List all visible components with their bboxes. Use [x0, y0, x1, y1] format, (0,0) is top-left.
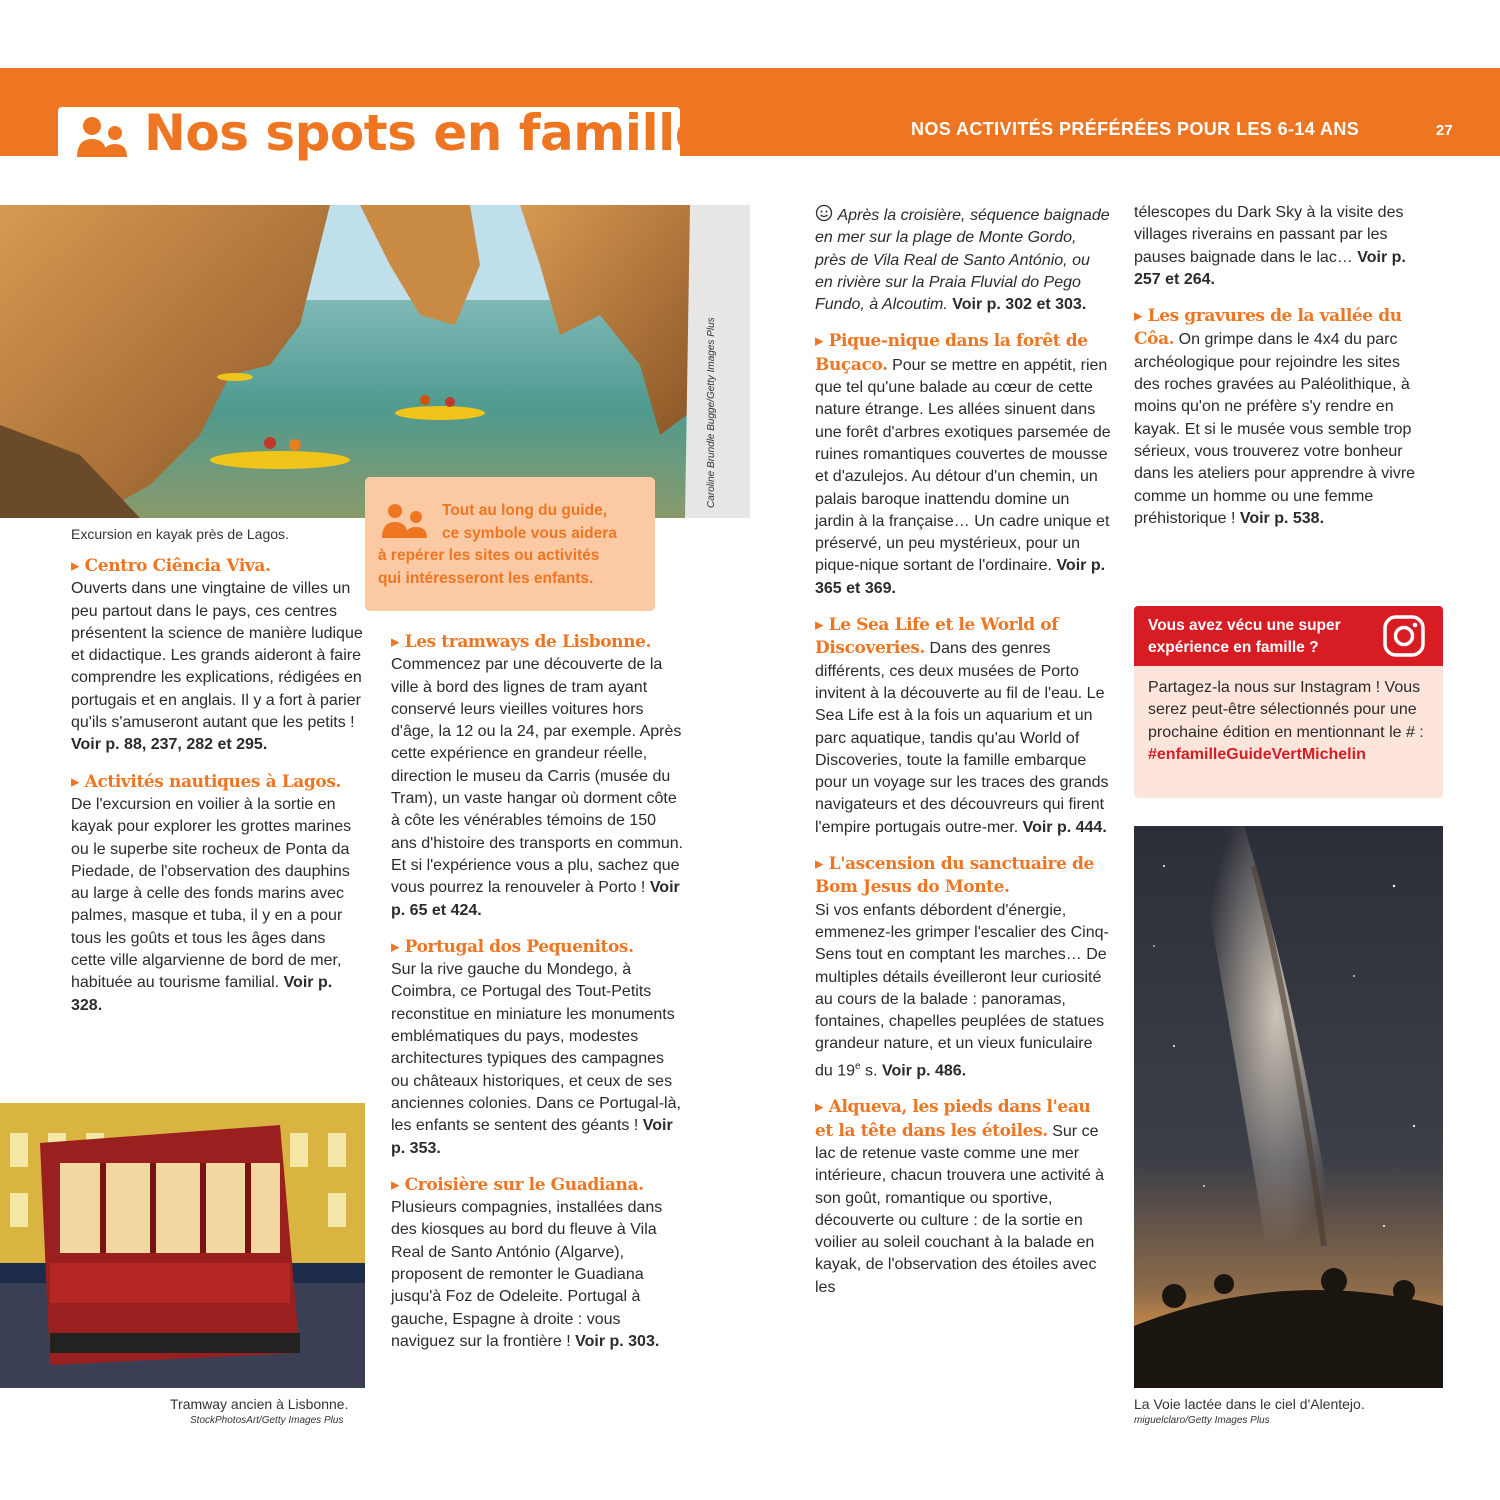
instagram-text: Partagez-la nous sur Instagram ! Vous serez peut-être sélectionnés pour une prochaine édition en mentionnant le # : [1148, 679, 1424, 741]
entry-centro [71, 555, 363, 757]
family-icon [76, 115, 132, 159]
kayak-photo [0, 205, 750, 518]
entry-alqueva [815, 1096, 1111, 1299]
tram-photo-caption: Tramway ancien à Lisbonne. [170, 1396, 349, 1412]
entry-title: ▸ Le Sea Life et le World of Discoveries. [815, 615, 1059, 659]
entry-title: ▸ Portugal dos Pequenitos. [391, 936, 634, 957]
callout-line: Tout au long du guide, [442, 502, 608, 519]
milky-way-photo [1134, 826, 1443, 1388]
instagram-box [1134, 606, 1443, 798]
entry-text: Ouverts dans une vingtaine de villes un peu partout dans le pays, ces centres présentent la science de manière ludique et didactique. Les grands aideront à faire comprendre les explications, rédigées en portugais et en anglais. Il y a fort à parier qu'ils s'amuseront autant que les petits ! [71, 580, 363, 732]
instagram-body [1148, 677, 1438, 766]
column-1 [71, 555, 363, 1031]
page-reference: Voir p. 303. [575, 1332, 660, 1350]
entry-text: Si vos enfants débordent d'énergie, emmenez-les grimper l'escalier des Cinq-Sens tout en comptant les marches… De multiples détails éveilleront leur curiosité au cours de la balade : panoramas, fontaines, chapelles peuplées de statues grandeur nature, et un vieux funiculaire du 19 [815, 901, 1109, 1080]
instagram-icon[interactable] [1382, 614, 1426, 658]
entry-text: télescopes du Dark Sky à la visite des villages riverains en passant par les pauses baignade dans le lac… [1134, 204, 1404, 266]
entry-alqueva-cont [1134, 202, 1424, 291]
page-reference: Voir p. 257 et 264. [1134, 248, 1406, 288]
entry-title: ▸ Alqueva, les pieds dans l'eau et la tête dans les étoiles. [815, 1097, 1091, 1141]
entry-text: Après la croisière, séquence baignade en mer sur la plage de Monte Gordo, près de Vila Real de Santo António, ou en rivière sur la Praia Fluvial do Pego Fundo, à Alcoutim. [815, 207, 1110, 314]
entry-title: ▸ Pique-nique dans la forêt de Buçaco. [815, 331, 1088, 375]
page-reference: Voir p. 444. [1022, 818, 1107, 836]
page-reference: Voir p. 365 et 369. [815, 557, 1106, 597]
callout-line: à repérer les sites ou activités [378, 547, 600, 564]
entry-text: Dans des genres différents, ces deux musées de Porto invitent à la découverte au fil de l'eau. Le Sea Life est à la fois un aquarium et un parc aquatique, tandis qu'au World of Discoveries, toute la famille embarque pour un voyage sur les traces des grands navigateurs et des découvreurs qui firent l'empire portugais outre-mer. [815, 640, 1109, 836]
kayak-photo-credit: Caroline Brundle Bugge/Getty Images Plus [706, 317, 717, 508]
entry-text: Plusieurs compagnies, installées dans des kiosques au bord du fleuve à Vila Real de Santo António (Algarve), proposent de remonter le Guadiana jusqu'à Foz de Odeleite. Portugal à gauche, Espagne à droite : vous naviguez sur la frontière ! [391, 1199, 663, 1350]
entry-text: De l'excursion en voilier à la sortie en kayak pour explorer les grottes marines ou le superbe site rocheux de Ponta da Piedade, de l'observation des dauphins au large à celle des fonds marins avec palmes, masque et tuba, il y en a pour tous les goûts et tous les âges dans cette ville algarvienne de bord de mer, habituée au tourisme familial. [71, 795, 352, 992]
kayak-photo-caption: Excursion en kayak près de Lagos. [71, 526, 289, 542]
column-4 [1134, 202, 1424, 544]
entry-sealife [815, 614, 1111, 839]
entry-text: Sur la rive gauche du Mondego, à Coimbra, ce Portugal des Tout-Petits reconstitue en miniature les monuments emblématiques du pays, modestes architectures typiques des campagnes ou châteaux historiques, et ceux de ses anciennes colonies. Dans ce Portugal-là, les enfants se sentent des géants ! [391, 961, 681, 1135]
entry-bucaco [815, 330, 1111, 600]
entry-title: ▸ Les tramways de Lisbonne. [391, 632, 652, 652]
entry-pequenitos [391, 936, 685, 1160]
milky-way-credit: miguelclaro/Getty Images Plus [1134, 1415, 1270, 1426]
entry-title: ▸ Les gravures de la vallée du Côa. [1134, 306, 1402, 350]
instagram-title: Vous avez vécu une super expérience en famille ? [1148, 617, 1341, 656]
page-reference: Voir p. 486. [881, 1062, 967, 1080]
entry-tramways [391, 631, 685, 922]
tram-photo [0, 1103, 365, 1388]
page-reference: Voir p. 88, 237, 282 et 295. [71, 736, 268, 754]
column-2 [391, 631, 685, 1367]
page-reference: Voir p. 302 et 303. [952, 296, 1087, 314]
page-number: 27 [1436, 122, 1453, 139]
column-3 [815, 204, 1111, 1313]
callout-text [378, 500, 646, 590]
entry-superscript: e [855, 1060, 861, 1072]
callout-line: ce symbole vous aidera [442, 524, 617, 542]
instagram-hashtag[interactable]: #enfamilleGuideVertMichelin [1148, 745, 1366, 763]
entry-text: Sur ce lac de retenue vaste comme une mer intérieure, chacun trouvera une activité à son goût, romantique ou sportive, découverte ou culture : de la sortie en voilier au soleil couchant à la balade en kayak, de l'observation des étoiles avec les [815, 1122, 1105, 1296]
smiley-icon [815, 204, 833, 222]
entry-text: s. [860, 1062, 878, 1080]
entry-bomjesus [815, 853, 1111, 1082]
callout-line: qui intéresseront les enfants. [378, 569, 594, 587]
entry-text: On grimpe dans le 4x4 du parc archéologique pour rejoindre les sites des roches gravées au Paléolithique, à moins qu'on ne préfère s'y rendre en kayak. Et si le musée vous semble trop sérieux, vous trouverez votre bonheur dans les ateliers pour apprendre à vivre comme un homme ou une femme préhistorique ! [1134, 331, 1416, 527]
page-reference: Voir p. 65 et 424. [391, 879, 680, 919]
entry-guadiana-cont [815, 204, 1111, 316]
tram-photo-credit: StockPhotosArt/Getty Images Plus [190, 1415, 344, 1426]
page-reference: Voir p. 328. [71, 974, 333, 1014]
milky-way-caption: La Voie lactée dans le ciel d'Alentejo. [1134, 1396, 1365, 1412]
entry-guadiana [391, 1174, 685, 1353]
entry-text: Commencez par une découverte de la ville à bord des lignes de tram ayant conservé leurs vieilles voitures hors d'âge, la 12 ou la 24, par exemple. Après cette expérience en grandeur réelle, direction le museu da Carris (musée du Tram), un vaste hangar où dorment côte à côte les vénérables témoins de 150 ans d'histoire des transports en commun. Et si l'expérience vous a plu, sachez que vous pourrez la renouveler à Porto ! [391, 656, 684, 897]
entry-title: ▸ L'ascension du sanctuaire de Bom Jesus do Monte. [815, 854, 1094, 898]
entry-coa [1134, 305, 1424, 530]
page-title: Nos spots en famille [144, 104, 709, 162]
page-reference: Voir p. 353. [391, 1117, 673, 1157]
section-subtitle: NOS ACTIVITÉS PRÉFÉRÉES POUR LES 6-14 ANS [911, 119, 1360, 139]
entry-nautiques [71, 771, 363, 1017]
page-reference: Voir p. 538. [1239, 509, 1325, 527]
entry-title: ▸ Centro Ciência Viva. [71, 556, 271, 576]
entry-text: Pour se mettre en appétit, rien que tel qu'une balade au cœur de cette nature étrange. Les allées sinuent dans une forêt d'arbres exotiques parsemée de ruines romantiques couvertes de mousse et d'azulejos. Au détour d'un chemin, un palais baroque inattendu domine un jardin à la française… Un cadre unique et préservé, un peu mystérieux, pour un pique-nique sortant de l'ordinaire. [815, 356, 1111, 575]
entry-title: ▸ Croisière sur le Guadiana. [391, 1174, 644, 1195]
entry-title: ▸ Activités nautiques à Lagos. [71, 771, 342, 792]
